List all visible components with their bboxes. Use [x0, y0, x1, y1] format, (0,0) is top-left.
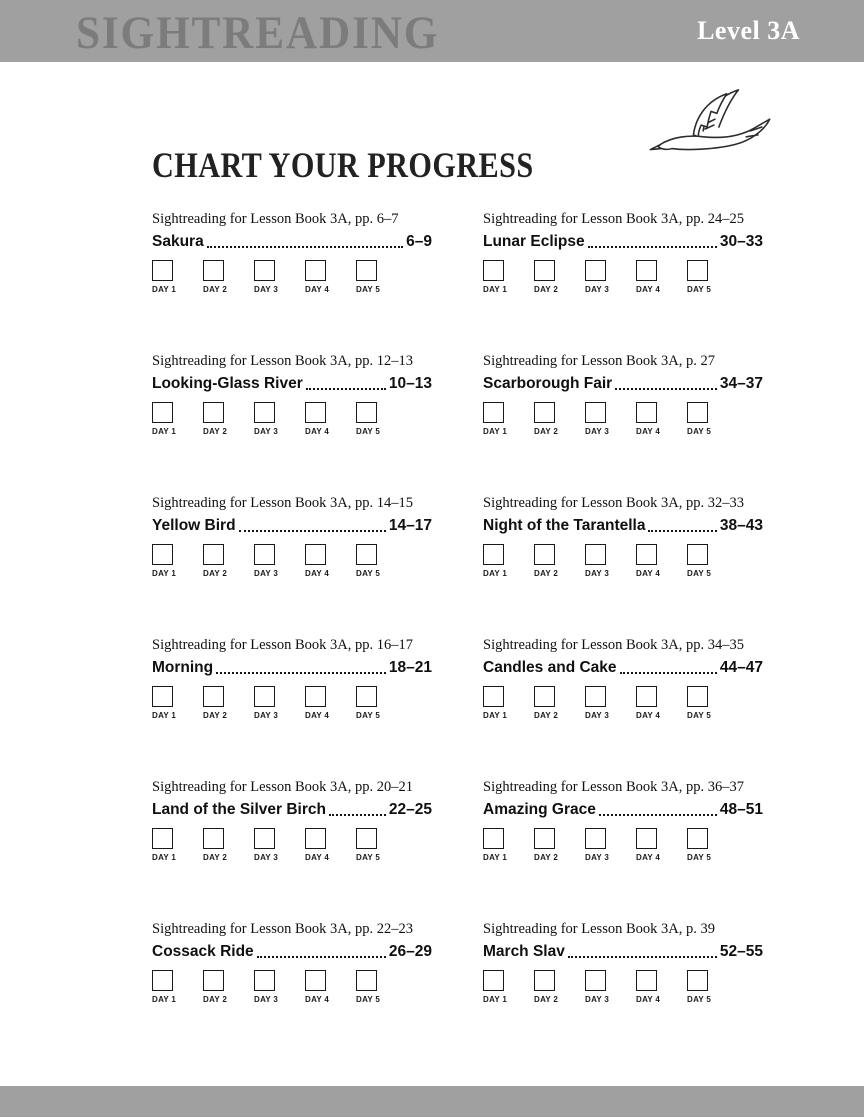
- day-checkbox[interactable]: [636, 402, 657, 423]
- day-cell: [483, 260, 534, 294]
- day-cell: [356, 260, 380, 294]
- day-label: DAY 5: [356, 711, 381, 720]
- piece-title: Sakura: [152, 233, 204, 250]
- day-checkbox[interactable]: [305, 544, 326, 565]
- day-checkbox[interactable]: [585, 828, 606, 849]
- piece-title-line: [483, 373, 763, 393]
- dot-leader: [620, 672, 717, 674]
- piece-title: Candles and Cake: [483, 659, 617, 676]
- day-cell: [585, 970, 636, 1004]
- day-cell: [534, 402, 585, 436]
- day-label: DAY 1: [483, 711, 508, 720]
- day-checkbox-row: [483, 970, 763, 1004]
- lesson-source-line: Sightreading for Lesson Book 3A, p. 27: [483, 353, 715, 369]
- dot-leader: [216, 672, 386, 674]
- day-label: DAY 3: [254, 995, 279, 1004]
- day-label: DAY 2: [534, 711, 559, 720]
- lesson-source-line: Sightreading for Lesson Book 3A, pp. 36–37: [483, 779, 744, 795]
- day-cell: [356, 970, 380, 1004]
- day-checkbox-row: [152, 260, 432, 294]
- day-label: DAY 1: [483, 569, 508, 578]
- day-checkbox[interactable]: [687, 828, 708, 849]
- day-cell: [534, 544, 585, 578]
- day-label: DAY 1: [152, 569, 177, 578]
- day-checkbox[interactable]: [152, 686, 173, 707]
- day-cell: [305, 828, 356, 862]
- day-cell: [483, 544, 534, 578]
- page-range: 10–13: [388, 375, 432, 392]
- day-label: DAY 3: [585, 427, 610, 436]
- day-cell: [203, 544, 254, 578]
- progress-entry: [483, 920, 763, 1062]
- day-label: DAY 4: [636, 427, 661, 436]
- day-label: DAY 4: [305, 569, 330, 578]
- day-cell: [687, 260, 711, 294]
- day-label: DAY 2: [534, 285, 559, 294]
- day-checkbox[interactable]: [356, 686, 377, 707]
- piece-title-line: [152, 231, 432, 251]
- dot-leader: [329, 814, 386, 816]
- day-checkbox[interactable]: [687, 260, 708, 281]
- day-label: DAY 2: [534, 995, 559, 1004]
- day-label: DAY 5: [687, 427, 712, 436]
- day-cell: [483, 970, 534, 1004]
- day-cell: [636, 828, 687, 862]
- day-cell: [585, 260, 636, 294]
- page-range: 52–55: [719, 943, 763, 960]
- day-cell: [687, 686, 711, 720]
- day-cell: [152, 402, 203, 436]
- piece-title-line: [152, 515, 432, 535]
- day-label: DAY 2: [203, 427, 228, 436]
- day-checkbox[interactable]: [483, 828, 504, 849]
- day-cell: [585, 402, 636, 436]
- day-cell: [687, 828, 711, 862]
- piece-title: March Slav: [483, 943, 565, 960]
- day-checkbox[interactable]: [585, 260, 606, 281]
- day-checkbox[interactable]: [305, 828, 326, 849]
- progress-entry: [152, 352, 432, 494]
- day-checkbox[interactable]: [203, 828, 224, 849]
- piece-title-line: [152, 373, 432, 393]
- day-checkbox[interactable]: [305, 970, 326, 991]
- piece-title-line: [483, 657, 763, 677]
- dot-leader: [599, 814, 717, 816]
- day-label: DAY 5: [356, 285, 381, 294]
- day-checkbox[interactable]: [152, 970, 173, 991]
- day-checkbox[interactable]: [203, 260, 224, 281]
- day-label: DAY 1: [483, 995, 508, 1004]
- day-label: DAY 4: [636, 995, 661, 1004]
- piece-title: Scarborough Fair: [483, 375, 613, 392]
- progress-entry: [152, 494, 432, 636]
- lesson-source-line: Sightreading for Lesson Book 3A, pp. 14–15: [152, 495, 413, 511]
- piece-title-line: [483, 231, 763, 251]
- page-range: 22–25: [388, 801, 432, 818]
- day-checkbox[interactable]: [687, 686, 708, 707]
- day-cell: [305, 402, 356, 436]
- day-checkbox[interactable]: [636, 970, 657, 991]
- day-checkbox[interactable]: [585, 544, 606, 565]
- day-label: DAY 4: [305, 711, 330, 720]
- day-checkbox[interactable]: [534, 970, 555, 991]
- day-checkbox[interactable]: [152, 402, 173, 423]
- day-cell: [534, 260, 585, 294]
- dot-leader: [588, 246, 717, 248]
- day-checkbox[interactable]: [152, 260, 173, 281]
- progress-entry: [483, 494, 763, 636]
- lesson-source-line: Sightreading for Lesson Book 3A, pp. 22–23: [152, 921, 413, 937]
- dot-leader: [306, 388, 386, 390]
- day-cell: [152, 544, 203, 578]
- day-cell: [254, 402, 305, 436]
- day-label: DAY 1: [483, 285, 508, 294]
- day-label: DAY 4: [636, 711, 661, 720]
- progress-entry: [152, 778, 432, 920]
- day-cell: [534, 970, 585, 1004]
- day-label: DAY 5: [687, 995, 712, 1004]
- lesson-source-line: Sightreading for Lesson Book 3A, pp. 34–35: [483, 637, 744, 653]
- day-cell: [483, 828, 534, 862]
- day-checkbox[interactable]: [483, 260, 504, 281]
- day-checkbox[interactable]: [203, 970, 224, 991]
- day-checkbox[interactable]: [203, 686, 224, 707]
- day-cell: [305, 260, 356, 294]
- day-checkbox[interactable]: [356, 828, 377, 849]
- day-cell: [534, 828, 585, 862]
- day-label: DAY 5: [687, 853, 712, 862]
- lesson-source-line: Sightreading for Lesson Book 3A, pp. 32–33: [483, 495, 744, 511]
- day-cell: [254, 828, 305, 862]
- lesson-source-line: Sightreading for Lesson Book 3A, p. 39: [483, 921, 715, 937]
- day-cell: [483, 402, 534, 436]
- piece-title-line: [152, 657, 432, 677]
- day-checkbox[interactable]: [203, 402, 224, 423]
- day-checkbox[interactable]: [254, 402, 275, 423]
- day-checkbox[interactable]: [534, 544, 555, 565]
- day-label: DAY 5: [356, 569, 381, 578]
- level-badge: Level 3A: [697, 16, 800, 45]
- day-checkbox[interactable]: [356, 970, 377, 991]
- day-cell: [203, 402, 254, 436]
- day-cell: [152, 970, 203, 1004]
- day-cell: [636, 970, 687, 1004]
- dot-leader: [207, 246, 403, 248]
- day-label: DAY 1: [483, 853, 508, 862]
- page-range: 26–29: [388, 943, 432, 960]
- day-checkbox[interactable]: [687, 544, 708, 565]
- day-cell: [585, 686, 636, 720]
- day-checkbox[interactable]: [254, 544, 275, 565]
- day-label: DAY 2: [203, 711, 228, 720]
- day-checkbox[interactable]: [636, 828, 657, 849]
- day-label: DAY 2: [203, 995, 228, 1004]
- day-checkbox[interactable]: [636, 260, 657, 281]
- day-label: DAY 4: [305, 427, 330, 436]
- day-checkbox[interactable]: [254, 260, 275, 281]
- day-cell: [687, 402, 711, 436]
- day-label: DAY 4: [636, 853, 661, 862]
- lesson-source-line: Sightreading for Lesson Book 3A, pp. 16–17: [152, 637, 413, 653]
- day-label: DAY 5: [687, 569, 712, 578]
- piece-title: Morning: [152, 659, 214, 676]
- day-checkbox[interactable]: [483, 970, 504, 991]
- day-cell: [636, 402, 687, 436]
- page-range: 38–43: [719, 517, 763, 534]
- day-checkbox[interactable]: [483, 686, 504, 707]
- progress-column-right: [483, 210, 763, 1062]
- piece-title: Yellow Bird: [152, 517, 236, 534]
- page-range: 48–51: [719, 801, 763, 818]
- day-checkbox[interactable]: [585, 686, 606, 707]
- day-label: DAY 1: [152, 995, 177, 1004]
- day-checkbox[interactable]: [305, 260, 326, 281]
- dot-leader: [568, 956, 717, 958]
- day-label: DAY 3: [585, 853, 610, 862]
- day-cell: [203, 970, 254, 1004]
- day-label: DAY 3: [585, 995, 610, 1004]
- day-label: DAY 5: [687, 285, 712, 294]
- piece-title-line: [152, 941, 432, 961]
- day-cell: [152, 260, 203, 294]
- day-cell: [203, 686, 254, 720]
- page-title: CHART YOUR PROGRESS: [152, 145, 534, 185]
- day-cell: [254, 544, 305, 578]
- day-cell: [254, 686, 305, 720]
- day-label: DAY 4: [305, 995, 330, 1004]
- day-label: DAY 2: [203, 569, 228, 578]
- progress-entry: [152, 920, 432, 1062]
- day-cell: [636, 544, 687, 578]
- progress-grid: [152, 210, 763, 1062]
- day-label: DAY 4: [636, 285, 661, 294]
- piece-title-line: [152, 799, 432, 819]
- lesson-source-line: Sightreading for Lesson Book 3A, pp. 12–13: [152, 353, 413, 369]
- day-label: DAY 4: [636, 569, 661, 578]
- day-label: DAY 1: [152, 711, 177, 720]
- day-cell: [687, 544, 711, 578]
- day-checkbox[interactable]: [203, 544, 224, 565]
- day-label: DAY 3: [585, 569, 610, 578]
- day-label: DAY 1: [152, 427, 177, 436]
- day-label: DAY 5: [687, 711, 712, 720]
- day-cell: [254, 970, 305, 1004]
- day-cell: [305, 970, 356, 1004]
- day-cell: [305, 544, 356, 578]
- day-cell: [483, 686, 534, 720]
- dot-leader: [648, 530, 716, 532]
- day-label: DAY 1: [152, 285, 177, 294]
- day-label: DAY 5: [356, 427, 381, 436]
- day-label: DAY 4: [305, 853, 330, 862]
- day-cell: [636, 260, 687, 294]
- page-range: 44–47: [719, 659, 763, 676]
- dot-leader: [615, 388, 717, 390]
- day-checkbox[interactable]: [534, 686, 555, 707]
- day-label: DAY 3: [585, 285, 610, 294]
- progress-entry: [483, 210, 763, 352]
- day-checkbox[interactable]: [152, 828, 173, 849]
- day-label: DAY 2: [203, 285, 228, 294]
- day-cell: [534, 686, 585, 720]
- dot-leader: [239, 530, 386, 532]
- day-checkbox[interactable]: [356, 402, 377, 423]
- progress-column-left: [152, 210, 432, 1062]
- day-label: DAY 3: [585, 711, 610, 720]
- page-range: 30–33: [719, 233, 763, 250]
- day-cell: [687, 970, 711, 1004]
- progress-entry: [152, 636, 432, 778]
- day-checkbox-row: [483, 686, 763, 720]
- day-label: DAY 3: [254, 711, 279, 720]
- progress-entry: [483, 778, 763, 920]
- lesson-source-line: Sightreading for Lesson Book 3A, pp. 20–21: [152, 779, 413, 795]
- book-series-title: SIGHTREADING: [76, 7, 440, 59]
- day-checkbox-row: [152, 402, 432, 436]
- day-label: DAY 3: [254, 853, 279, 862]
- day-cell: [203, 828, 254, 862]
- piece-title: Land of the Silver Birch: [152, 801, 326, 818]
- day-label: DAY 2: [534, 853, 559, 862]
- day-checkbox[interactable]: [254, 828, 275, 849]
- day-checkbox[interactable]: [534, 260, 555, 281]
- day-label: DAY 1: [152, 853, 177, 862]
- lesson-source-line: Sightreading for Lesson Book 3A, pp. 6–7: [152, 211, 399, 227]
- day-label: DAY 5: [356, 995, 381, 1004]
- top-banner: [0, 0, 864, 62]
- day-checkbox[interactable]: [254, 970, 275, 991]
- day-label: DAY 3: [254, 569, 279, 578]
- day-cell: [585, 544, 636, 578]
- dove-icon: [648, 84, 776, 174]
- day-checkbox-row: [483, 260, 763, 294]
- day-checkbox[interactable]: [687, 970, 708, 991]
- day-checkbox-row: [152, 544, 432, 578]
- dot-leader: [257, 956, 386, 958]
- day-cell: [356, 402, 380, 436]
- day-checkbox[interactable]: [483, 544, 504, 565]
- page-range: 18–21: [388, 659, 432, 676]
- day-cell: [152, 828, 203, 862]
- day-checkbox-row: [152, 970, 432, 1004]
- day-checkbox-row: [483, 544, 763, 578]
- day-label: DAY 2: [203, 853, 228, 862]
- day-label: DAY 1: [483, 427, 508, 436]
- day-checkbox[interactable]: [534, 402, 555, 423]
- day-checkbox[interactable]: [585, 402, 606, 423]
- day-cell: [636, 686, 687, 720]
- bottom-banner: [0, 1086, 864, 1117]
- page-range: 34–37: [719, 375, 763, 392]
- day-checkbox-row: [483, 402, 763, 436]
- day-checkbox[interactable]: [585, 970, 606, 991]
- day-checkbox[interactable]: [687, 402, 708, 423]
- day-checkbox[interactable]: [636, 544, 657, 565]
- day-checkbox[interactable]: [356, 260, 377, 281]
- day-cell: [254, 260, 305, 294]
- day-cell: [305, 686, 356, 720]
- progress-entry: [483, 352, 763, 494]
- piece-title-line: [483, 941, 763, 961]
- day-checkbox[interactable]: [305, 686, 326, 707]
- day-checkbox[interactable]: [254, 686, 275, 707]
- piece-title: Looking-Glass River: [152, 375, 303, 392]
- day-checkbox[interactable]: [636, 686, 657, 707]
- day-checkbox[interactable]: [356, 544, 377, 565]
- day-label: DAY 2: [534, 569, 559, 578]
- day-cell: [356, 828, 380, 862]
- day-label: DAY 4: [305, 285, 330, 294]
- day-label: DAY 2: [534, 427, 559, 436]
- day-label: DAY 3: [254, 285, 279, 294]
- page-range: 14–17: [388, 517, 432, 534]
- day-checkbox[interactable]: [483, 402, 504, 423]
- progress-entry: [483, 636, 763, 778]
- lesson-source-line: Sightreading for Lesson Book 3A, pp. 24–25: [483, 211, 744, 227]
- piece-title: Amazing Grace: [483, 801, 596, 818]
- day-cell: [356, 544, 380, 578]
- day-checkbox[interactable]: [305, 402, 326, 423]
- piece-title: Lunar Eclipse: [483, 233, 585, 250]
- page-range: 6–9: [406, 233, 432, 250]
- piece-title-line: [483, 799, 763, 819]
- day-checkbox[interactable]: [534, 828, 555, 849]
- piece-title: Night of the Tarantella: [483, 517, 646, 534]
- day-label: DAY 5: [356, 853, 381, 862]
- day-label: DAY 3: [254, 427, 279, 436]
- day-cell: [152, 686, 203, 720]
- day-checkbox[interactable]: [152, 544, 173, 565]
- day-cell: [356, 686, 380, 720]
- day-checkbox-row: [483, 828, 763, 862]
- day-cell: [585, 828, 636, 862]
- day-cell: [203, 260, 254, 294]
- day-checkbox-row: [152, 828, 432, 862]
- day-checkbox-row: [152, 686, 432, 720]
- piece-title-line: [483, 515, 763, 535]
- progress-entry: [152, 210, 432, 352]
- piece-title: Cossack Ride: [152, 943, 254, 960]
